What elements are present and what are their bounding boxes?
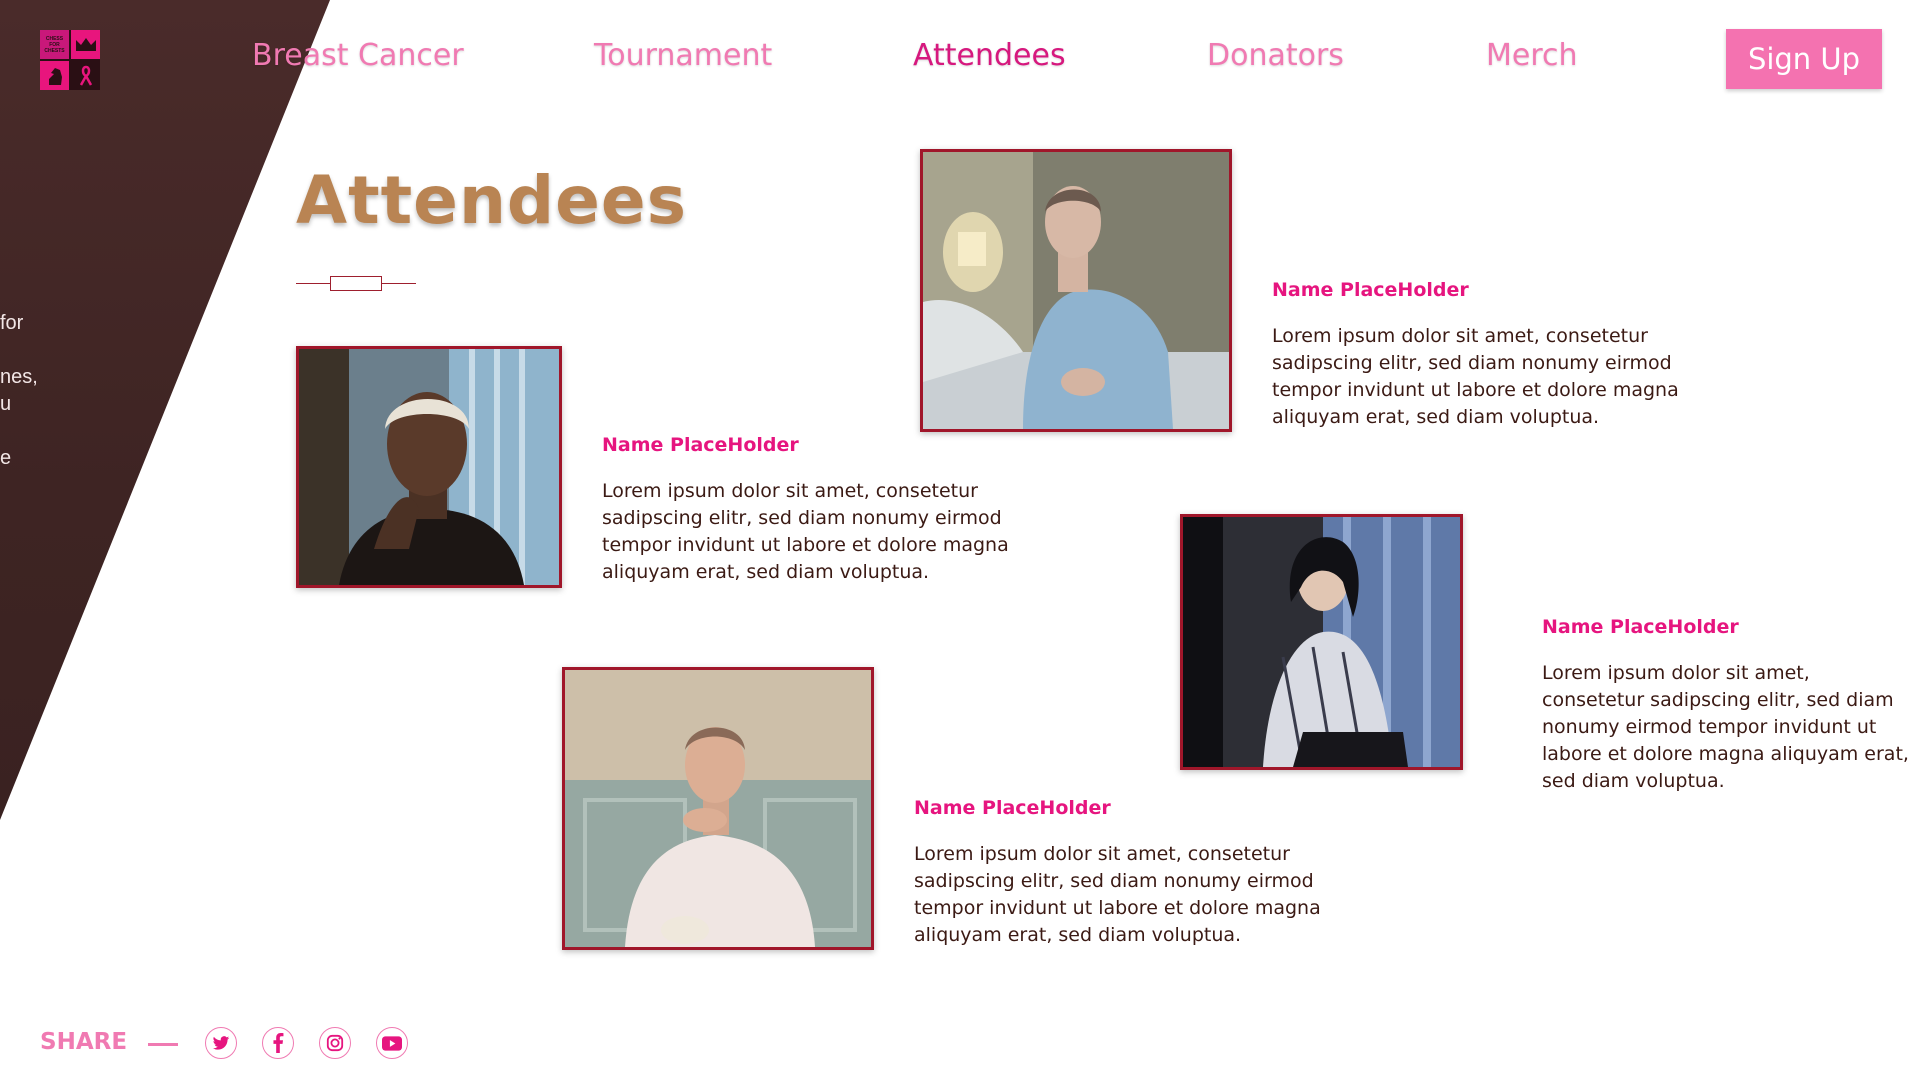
instagram-icon[interactable] <box>319 1027 351 1059</box>
nav-item-merch[interactable]: Merch <box>1486 38 1578 73</box>
nav-item-tournament[interactable]: Tournament <box>594 38 773 73</box>
attendee-bio: Lorem ipsum dolor sit amet, consetetur sadipscing elitr, sed diam nonumy eirmod tempor invidunt ut labore et dolore magna aliquyam erat, sed diam voluptua. <box>914 843 1321 946</box>
sign-up-button[interactable]: Sign Up <box>1726 29 1882 89</box>
title-divider <box>296 276 416 292</box>
attendee-bio: Lorem ipsum dolor sit amet, consetetur sadipscing elitr, sed diam nonumy eirmod tempor invidunt ut labore et dolore magna aliquyam erat, sed diam voluptua. <box>1272 325 1679 428</box>
facebook-icon[interactable] <box>262 1027 294 1059</box>
youtube-icon[interactable] <box>376 1027 408 1059</box>
attendee-photo <box>562 667 874 950</box>
share-divider <box>148 1043 178 1046</box>
side-panel-text: e <box>0 447 12 469</box>
attendee-name: Name PlaceHolder <box>1272 279 1469 301</box>
logo-text: CHESS FOR CHESTS <box>40 30 69 59</box>
attendee-bio: Lorem ipsum dolor sit amet, consetetur sadipscing elitr, sed diam nonumy eirmod tempor invidunt ut labore et dolore magna aliquyam erat, sed diam voluptua. <box>1542 662 1909 792</box>
ribbon-icon <box>71 61 100 90</box>
attendee-name: Name PlaceHolder <box>1542 616 1739 638</box>
attendee-name: Name PlaceHolder <box>914 797 1111 819</box>
crown-icon <box>71 30 100 59</box>
page-title: Attendees <box>296 162 687 239</box>
side-panel-text: nes, <box>0 366 38 388</box>
nav-item-attendees[interactable]: Attendees <box>913 38 1066 73</box>
nav-item-breast-cancer[interactable]: Breast Cancer <box>252 38 464 73</box>
side-panel-text: for <box>0 312 24 334</box>
attendee-photo <box>920 149 1232 432</box>
share-label: SHARE <box>40 1029 128 1055</box>
attendee-photo <box>1180 514 1463 770</box>
side-panel-background <box>0 0 330 820</box>
knight-icon <box>40 61 69 90</box>
attendee-photo <box>296 346 562 588</box>
brand-logo[interactable] <box>40 30 100 90</box>
attendee-bio: Lorem ipsum dolor sit amet, consetetur sadipscing elitr, sed diam nonumy eirmod tempor invidunt ut labore et dolore magna aliquyam erat, sed diam voluptua. <box>602 480 1009 583</box>
nav-item-donators[interactable]: Donators <box>1207 38 1344 73</box>
side-panel-text: u <box>0 393 12 415</box>
twitter-icon[interactable] <box>205 1027 237 1059</box>
attendee-name: Name PlaceHolder <box>602 434 799 456</box>
